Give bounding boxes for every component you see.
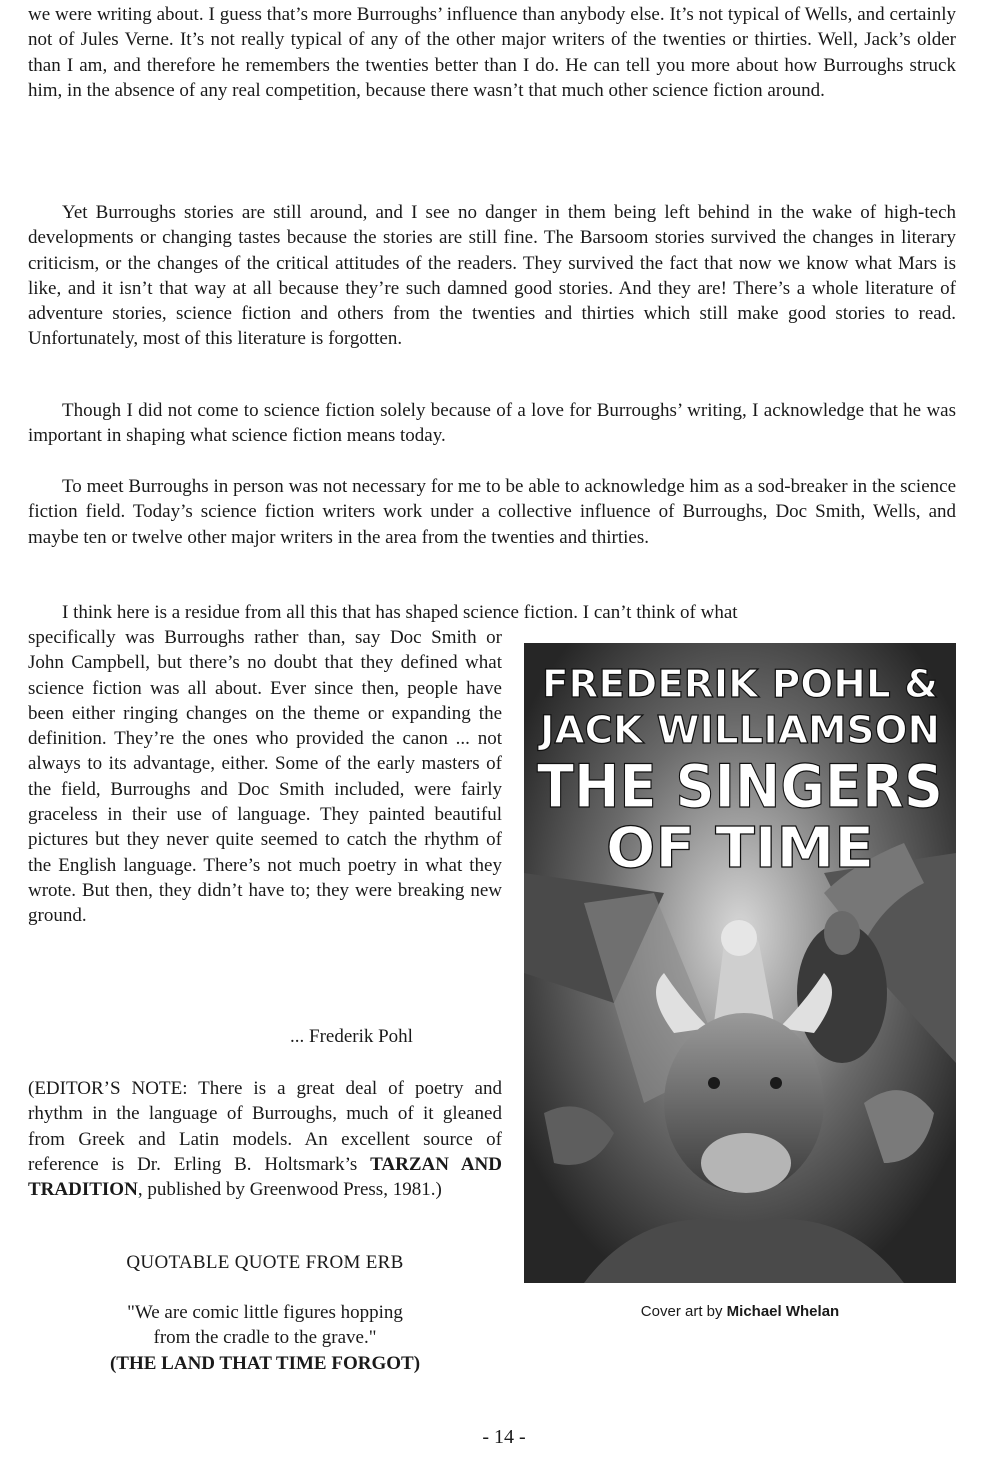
quotable-quote-heading: QUOTABLE QUOTE FROM ERB <box>126 1252 404 1273</box>
quote-line-2: from the cradle to the grave." <box>153 1327 377 1349</box>
paragraph-2: Yet Burroughs stories are still around, and I see no danger in them being left behind in the wake of high-tech developments or changing tastes because the stories are still fine. The Barsoom stories survived the changes in literary criticism, or the changes of the critical attitudes of the readers. They survived the fact that now we know what Mars is like, and it isn’t that way at all because they’re such damned good stories. And they are! There’s a whole literature of adventure stories, science fiction and others from the twenties and thirties which still make good stories to read. Unfortunately, most of this literature is forgotten. <box>28 202 956 350</box>
paragraph-5-column: specifically was Burroughs rather than, say Doc Smith or John Campbell, but there’s no doubt that they defined what science fiction was all about. Ever since then, people have been either ringing changes on the theme or expanding the definition. They’re the ones who provided the canon ... not always to its advantage, either. Some of the early masters of the field, Burroughs and Doc Smith included, were fairly graceless in their use of language. They painted beautiful pictures but they never quite seemed to catch the rhythm of the English language. There’s not much poetry in what they wrote. But then, they didn’t have to; they were breaking new ground. <box>28 627 502 927</box>
erb-quote <box>28 1300 502 1376</box>
paragraph-1: we were writing about. I guess that’s more Burroughs’ influence than anybody else. It’s not typical of Wells, and certainly not of Jules Verne. It’s not really typical of any of the other major writers of the twenties or thirties. Well, Jack’s older than I am, and therefore he remembers the twenties better than I do. He can tell you more about how Burroughs struck him, in the absence of any real competition, because there wasn’t that much other science fiction around. <box>28 4 956 101</box>
cover-author-line-2: JACK WILLIAMSON <box>536 708 940 752</box>
editor-note-book-title: TARZAN AND TRADITION <box>28 1153 502 1201</box>
cover-credit-prefix: Cover art by <box>640 1303 727 1320</box>
page-number: - 14 - <box>482 1426 526 1448</box>
cover-title-line-1: THE SINGERS <box>537 752 943 822</box>
paragraph-4: To meet Burroughs in person was not necessary for me to be able to acknowledge him as a sod-breaker in the science fiction field. Today’s science fiction writers work under a collective influence of Burroughs, Doc Smith, Wells, and maybe ten or twelve other major writers in the area from the twenties and thirties. <box>28 476 956 548</box>
cover-title-line-2: OF TIME <box>606 816 874 881</box>
paragraph-3: Though I did not come to science fiction solely because of a love for Burroughs’ writing, I acknowledge that he was important in shaping what science fiction means today. <box>28 400 956 447</box>
paragraph-5-first-line: I think here is a residue from all this that has shaped science fiction. I can’t think of what <box>62 602 738 623</box>
cover-artist-name: Michael Whelan <box>726 1303 840 1320</box>
book-cover-image <box>524 643 956 1283</box>
quote-source: (THE LAND THAT TIME FORGOT) <box>109 1352 421 1374</box>
editor-note-text: (EDITOR’S NOTE: There is a great deal of poetry and rhythm in the language of Burroughs, much of it gleaned from Greek and Latin models. An excellent source of reference is Dr. Erling B. Holtsmark’s <box>28 1078 502 1175</box>
quote-line-1: "We are comic little figures hopping <box>127 1302 403 1323</box>
editor-note-text-end: , published by Greenwood Press, 1981.) <box>137 1179 442 1201</box>
cover-author-line-1: FREDERIK POHL & <box>542 662 938 706</box>
author-signature: ... Frederik Pohl <box>290 1026 413 1047</box>
cover-credit <box>524 1303 956 1320</box>
editor-note <box>28 1076 502 1202</box>
